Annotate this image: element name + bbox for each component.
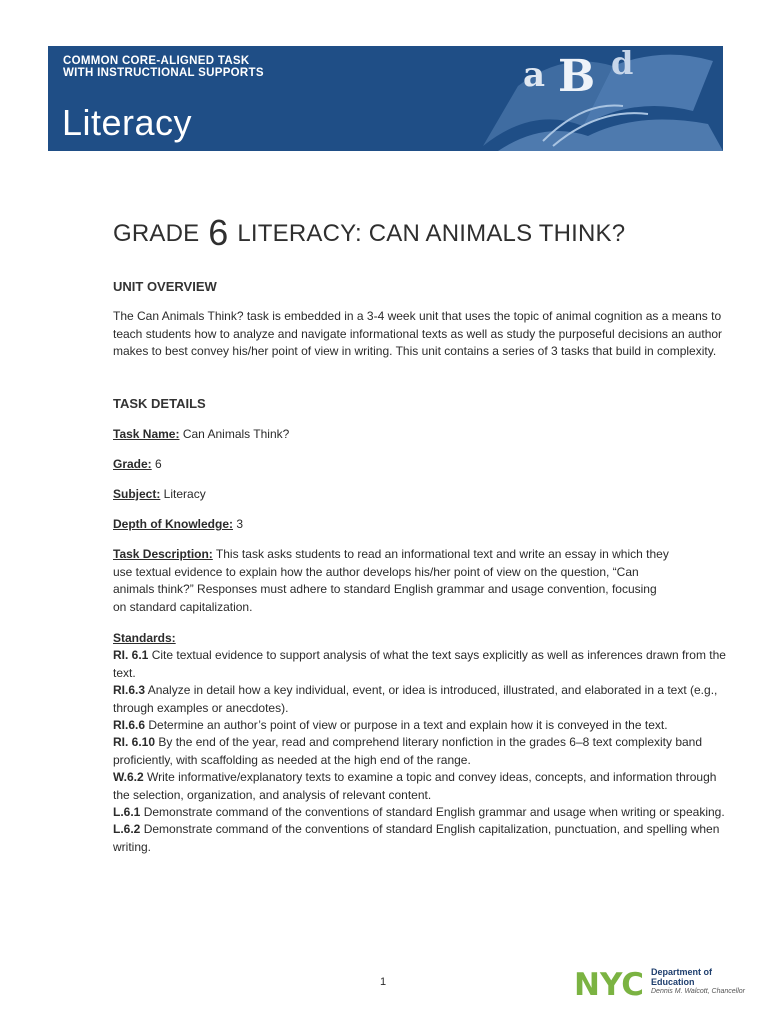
- dok-value: 3: [233, 517, 244, 531]
- details-heading: TASK DETAILS: [113, 396, 206, 411]
- header-banner: [48, 46, 723, 151]
- overview-text: The Can Animals Think? task is embedded in a 3-4 week unit that uses the topic of animal cognition as a means to teach students how to analyze and navigate informational texts as well as study the purposeful decisions an author makes to best convey his/her point of view in writing. This unit contains a series of 3 tasks that build in complexity.: [113, 309, 723, 359]
- standard-item: [113, 804, 728, 821]
- standard-item: [113, 682, 728, 717]
- standard-code: L.6.2: [113, 822, 141, 837]
- standard-item: [113, 821, 728, 856]
- task-description-text: This task asks students to read an informational text and write an essay in which they use textual evidence to explain how the author develops his/her point of view on the question, “Can animals think?” Responses must adhere to standard English grammar and usage convention, focusing on standard capitalization.: [113, 547, 669, 614]
- title-rest: LITERACY: CAN ANIMALS THINK?: [237, 220, 626, 247]
- subject-label: Subject:: [113, 487, 161, 501]
- standard-code: W.6.2: [113, 770, 144, 785]
- standard-text: Analyze in detail how a key individual, event, or idea is introduced, illustrated, and elaborated in a text (e.g., through examples or anecdotes).: [113, 683, 718, 715]
- standard-code: RI. 6.10: [113, 735, 156, 750]
- page-title: [113, 212, 625, 254]
- standard-text: Demonstrate command of the conventions of standard English capitalization, punctuation, and spelling when writing.: [113, 822, 720, 854]
- standards-block: [113, 630, 728, 856]
- task-description: [113, 546, 673, 616]
- subject-value: Literacy: [160, 487, 206, 501]
- dept-line-1: Department of: [651, 967, 713, 977]
- standard-text: By the end of the year, read and comprehend literary nonfiction in the grades 6–8 text complexity band proficiently, with scaffolding as needed at the high end of the range.: [113, 735, 703, 767]
- standard-text: Write informative/explanatory texts to examine a topic and convey ideas, concepts, and information through the selection, organization, and analysis of relevant content.: [113, 770, 717, 802]
- standard-item: [113, 647, 728, 682]
- standard-code: RI.6.6: [113, 718, 146, 733]
- task-name-value: Can Animals Think?: [179, 427, 290, 441]
- art-letter-a: a: [523, 55, 546, 95]
- standard-text: Determine an author’s point of view or purpose in a text and explain how it is conveyed in the text.: [145, 718, 668, 733]
- title-grade-number: 6: [208, 212, 229, 253]
- title-prefix: GRADE: [113, 220, 200, 247]
- logo-nyc-letters: NYC: [574, 967, 645, 998]
- grade-value: 6: [151, 457, 162, 471]
- page-number: 1: [380, 976, 387, 988]
- dok-field: [113, 517, 243, 531]
- standard-text: Demonstrate command of the conventions of standard English grammar and usage when writing or speaking.: [140, 805, 725, 820]
- dept-text: [651, 967, 745, 997]
- overview-heading: UNIT OVERVIEW: [113, 279, 217, 294]
- task-name-label: Task Name:: [113, 427, 180, 441]
- standard-code: RI.6.3: [113, 683, 146, 698]
- subject-field: [113, 487, 206, 501]
- banner-line-1: COMMON CORE-ALIGNED TASK: [63, 55, 250, 67]
- dok-label: Depth of Knowledge:: [113, 517, 233, 531]
- grade-field: [113, 457, 162, 471]
- standard-code: RI. 6.1: [113, 648, 149, 663]
- chancellor-line: Dennis M. Walcott, Chancellor: [651, 988, 746, 995]
- task-description-label: Task Description:: [113, 547, 213, 561]
- task-name-field: [113, 427, 289, 441]
- art-letter-b: B: [558, 51, 596, 102]
- standard-code: L.6.1: [113, 805, 141, 820]
- dept-line-2: Education: [651, 977, 695, 987]
- art-letter-d: d: [611, 46, 634, 82]
- grade-label: Grade:: [113, 457, 152, 471]
- standard-item: [113, 717, 728, 734]
- standard-text: Cite textual evidence to support analysis of what the text says explicitly as well as inferences drawn from the text.: [113, 648, 726, 680]
- standard-item: [113, 769, 728, 804]
- standards-heading: Standards:: [113, 631, 176, 645]
- banner-line-2: WITH INSTRUCTIONAL SUPPORTS: [63, 67, 264, 79]
- open-book-icon: [423, 46, 723, 151]
- standard-item: [113, 734, 728, 769]
- banner-subject: Literacy: [62, 102, 193, 143]
